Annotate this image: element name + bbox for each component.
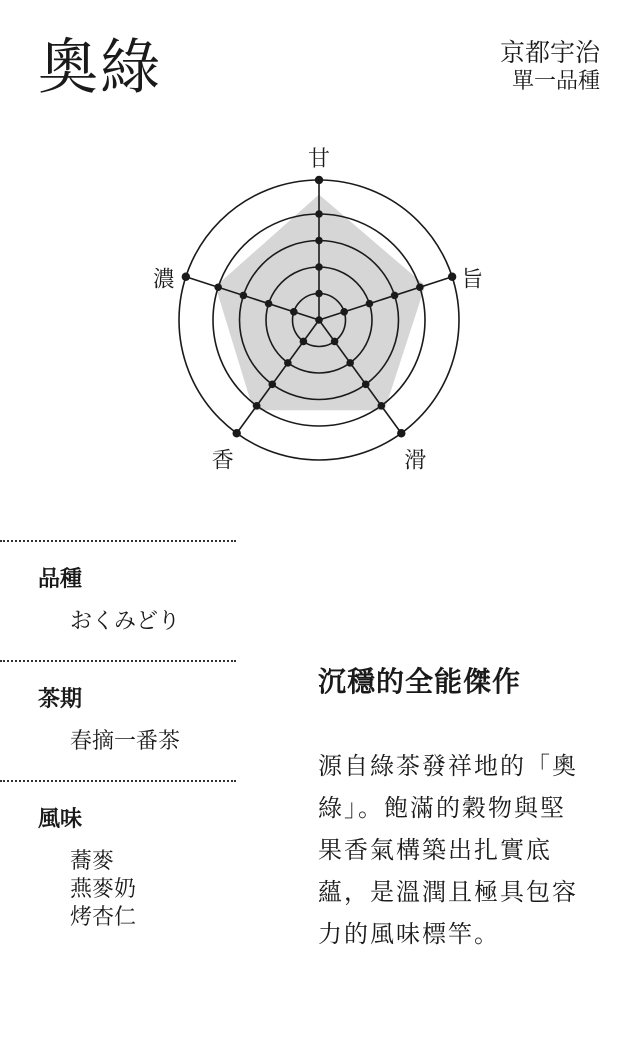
- tick-dot: [331, 338, 339, 346]
- description-title: 沉穩的全能傑作: [318, 665, 522, 698]
- description-line: 源自綠茶發祥地的「奧: [318, 752, 578, 780]
- axis-label: 濃: [152, 267, 175, 293]
- flavor-note: 蕎麥: [70, 849, 115, 874]
- tick-dot: [315, 237, 323, 245]
- divider: [0, 780, 236, 782]
- tick-dot: [214, 283, 222, 291]
- tick-dot: [346, 359, 354, 367]
- axis-end-dot: [397, 429, 405, 437]
- description-line: 果香氣構築出扎實底: [318, 836, 552, 864]
- tick-dot: [362, 381, 370, 389]
- tick-dot: [416, 283, 424, 291]
- tick-dot: [300, 338, 308, 346]
- axis-label: 香: [211, 448, 234, 474]
- tick-dot: [240, 292, 248, 300]
- section-values-variety: [70, 608, 180, 636]
- flavor-note: 烤杏仁: [70, 905, 137, 930]
- tick-dot: [284, 359, 292, 367]
- tick-dot: [340, 308, 348, 316]
- variety-value: おくみどり: [70, 609, 181, 634]
- axis-end-dot: [182, 273, 190, 281]
- tick-dot: [315, 290, 323, 298]
- section-values-season: [70, 728, 180, 756]
- center-dot: [315, 316, 323, 324]
- season-value: 春摘一番茶: [70, 729, 181, 754]
- divider: [0, 660, 236, 662]
- tick-dot: [253, 402, 261, 410]
- axis-label: 滑: [404, 448, 427, 474]
- axis-label: 甘: [307, 147, 331, 172]
- section-heading-season: 茶期: [38, 687, 83, 712]
- tick-dot: [268, 381, 276, 389]
- data-area: [216, 194, 426, 410]
- axis-label: 旨: [461, 267, 484, 293]
- single-variety-label: 單一品種: [511, 69, 600, 94]
- section-values-flavor: [70, 848, 136, 932]
- axis-end-dot: [233, 429, 241, 437]
- tick-dot: [378, 402, 386, 410]
- section-heading-variety: 品種: [38, 567, 83, 592]
- axis-end-dot: [315, 176, 323, 184]
- tick-dot: [315, 263, 323, 271]
- tick-dot: [315, 210, 323, 218]
- description-line: 綠」。飽滿的穀物與堅: [318, 794, 566, 822]
- tick-dot: [290, 308, 298, 316]
- flavor-note: 燕麥奶: [70, 877, 137, 902]
- origin-block: [500, 38, 600, 96]
- description-body: [318, 745, 608, 955]
- tick-dot: [366, 300, 374, 308]
- tick-dot: [391, 292, 399, 300]
- origin-region: 京都宇治: [499, 38, 600, 67]
- tea-name: 奧綠: [38, 33, 162, 103]
- section-heading-flavor: 風味: [38, 807, 83, 832]
- axis-end-dot: [448, 273, 456, 281]
- description-line: 蘊，是溫潤且極具包容: [318, 878, 578, 906]
- description-line: 力的風味標竿。: [318, 920, 500, 948]
- tick-dot: [265, 300, 273, 308]
- divider: [0, 540, 236, 542]
- flavor-radar-chart: [0, 130, 638, 480]
